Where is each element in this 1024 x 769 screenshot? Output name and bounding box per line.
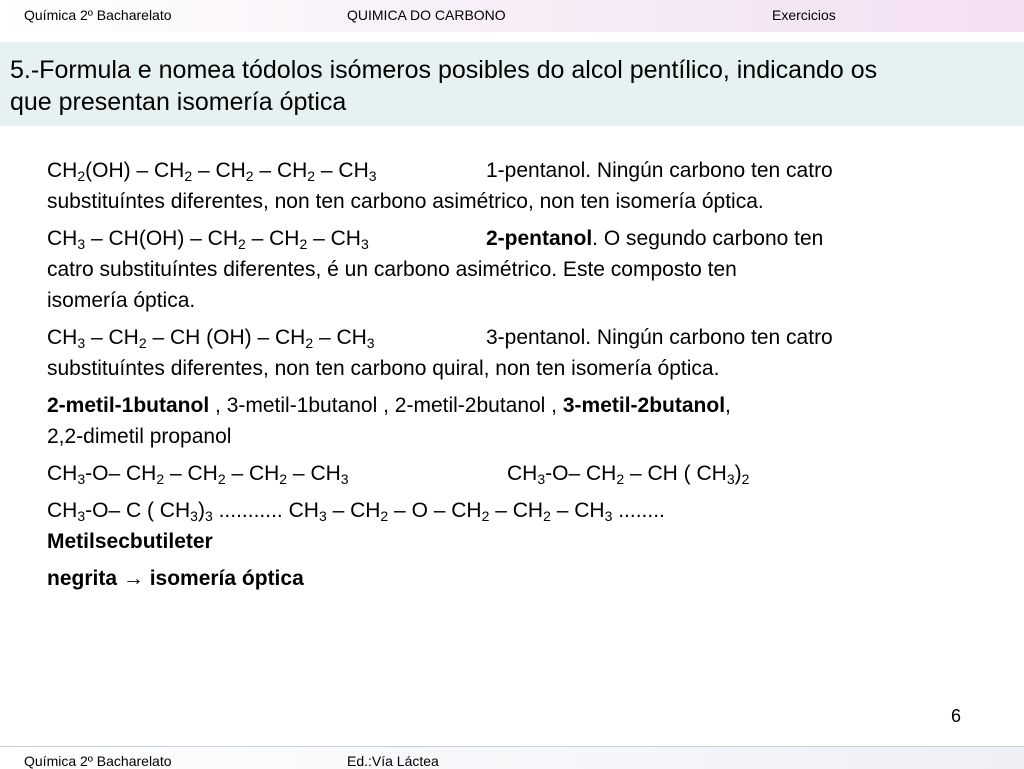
isomer-1-pentanol [47,155,987,217]
description-1-pentanol-cont: substituíntes diferentes, non ten carbono asimétrico, non ten isomería óptica. [47,190,764,213]
slide-content [47,155,987,600]
slide-number: 6 [951,706,962,726]
footer-course: Química 2º Bacharelato [24,753,172,769]
description-3-pentanol-cont: substituíntes diferentes, non ten carbono quiral, non ten isomería óptica. [47,357,720,380]
formula-ether-3: $CH_3-O-$ C ( $CH_3)_3$ [47,499,213,524]
ether-isomers-1 [47,458,987,489]
footer-bar [0,746,1024,769]
formula-ether-2: $CH_3-O-$ $CH_2$ – CH ( $CH_3)_2$ [507,462,750,487]
title-line-1: 5.-Formula e nomea tódolos isómeros posibles do alcol pentílico, indicando os [10,56,878,84]
description-1-pentanol: 1-pentanol. Ningún carbono ten catro [486,159,833,182]
description-2-pentanol-end: isomería óptica. [47,289,196,312]
arrow-right-icon: → [122,567,144,590]
description-2-pentanol: . O segundo carbono ten [592,227,824,250]
header-section: Exercicios [772,7,836,23]
formula-3-pentanol: $CH_3 - CH_2$ – CH $(OH) - CH_2 - CH_3$ [47,326,375,351]
butanol-isomers: 2-metil-1butanol , 3-metil-1butanol , 2-metil-2butanol , 3-metil-2butanol, 2,2-dimetil propanol [47,390,987,452]
formula-2-pentanol: $CH_3 - CH(OH) - CH_2 - CH_2 - CH_3$ [47,227,369,252]
name-2-pentanol: 2-pentanol [486,227,593,250]
formula-ether-4: $CH_3 - CH_2$ – O – $CH_2 - CH_2 - CH_3$ [288,499,613,524]
header-topic: QUIMICA DO CARBONO [347,7,506,23]
formula-ether-1: $CH_3-O-$ $CH_2 - CH_2 - CH_2 - CH_3$ [47,462,349,487]
header-course: Química 2º Bacharelato [24,7,172,23]
isomer-3-pentanol [47,322,987,384]
exercise-title-box [0,42,1024,126]
name-2-metil-1butanol: 2-metil-1butanol [47,394,210,417]
butanol-list: , 3-metil-1butanol , 2-metil-2butanol , [209,394,563,417]
description-3-pentanol: 3-pentanol. Ningún carbono ten catro [486,326,833,349]
name-3-metil-2butanol: 3-metil-2butanol [562,394,726,417]
legend-note: negrita → isomería óptica [47,567,304,590]
name-dimetil-propanol: 2,2-dimetil propanol [47,425,232,448]
footer-editor: Ed.:Vía Láctea [347,753,439,769]
formula-1-pentanol: $CH_2(OH) - CH_2 - CH_2 - CH_2 - CH_3$ [47,159,377,184]
ether-isomers-2: $CH_3-O-$ C ( $CH_3)_3$ ........... $CH_3 - CH_2$ – O – $CH_2 - CH_2 - CH_3$ ........ Metilsecbutileter [47,499,665,553]
description-2-pentanol-cont: catro substituíntes diferentes, é un carbono asimétrico. Este composto ten [47,258,737,281]
name-metilsecbutileter: Metilsecbutileter [47,530,213,553]
header-bar [0,0,1024,32]
title-line-2: que presentan isomería óptica [10,88,347,116]
exercise-title [10,54,1010,118]
isomer-2-pentanol [47,223,987,316]
